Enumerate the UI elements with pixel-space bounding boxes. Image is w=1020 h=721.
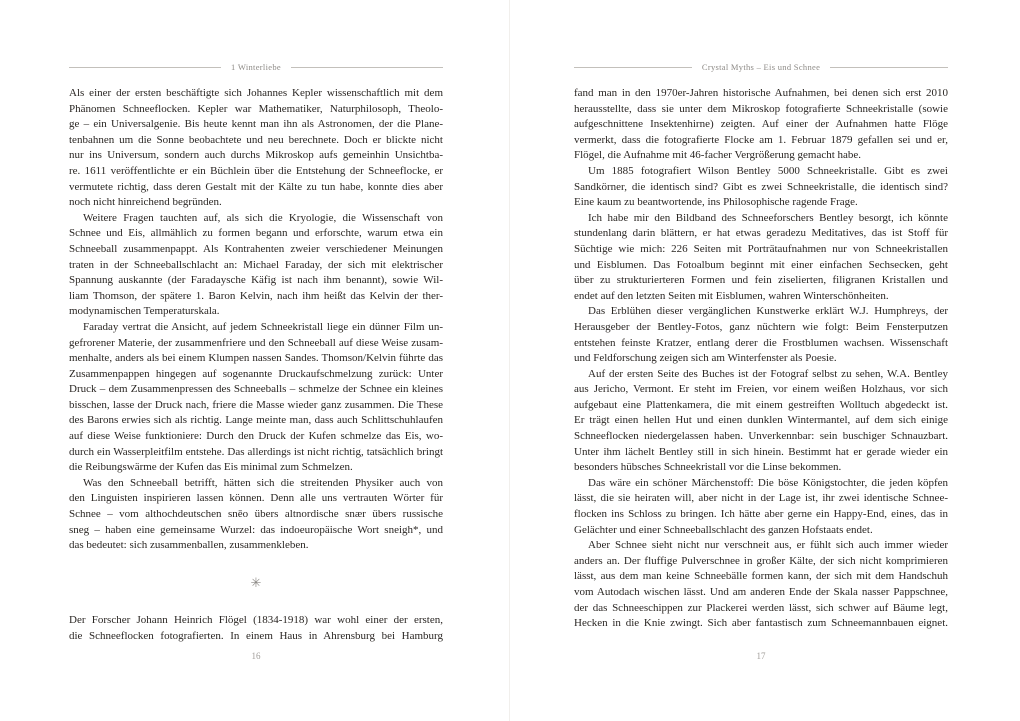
running-head-rule [291,67,443,68]
text-line: Der Forscher Johann Heinrich Flögel (1834-1918) war wohl einer der ersten, [69,614,443,626]
text-line: besonders hübsches Schneekristall vor die Linse bekommen. [574,461,842,474]
text-line: herausstellte, dass sie unter dem Mikroskop fotografierte Schneekristalle (sowie [574,102,948,115]
text-line: Druck – dem Zusammenpressen des Schneeballs – schmelze der Schnee ein kleines [69,383,443,396]
text-line: endet auf den letzten Seiten mit Eisblumen, wahren Winterschönheiten. [574,289,889,302]
section-spacer [69,597,443,613]
text-line: die Reibungswärme der Kufen das Eis minimal zum Schmelzen. [69,461,353,474]
text-line: Gelächter und einer Schneeballschlacht des ganzen Hofstaats endet. [574,523,873,536]
text-line: die Schneeflocken fotografierten. In einem Haus in Ahrensburg bei Hamburg [69,629,443,642]
text-line: Herausgeber der Bentley-Fotos, ganz nüchtern wie folgt: Beim Fensterputzen [574,320,948,333]
text-line: Zusammenpappen hingegen auf sogenannte Druckaufschmelzung zurück: Unter [69,367,443,380]
text-line: Als einer der ersten beschäftigte sich Johannes Kepler wissenschaftlich mit dem [69,87,443,99]
text-line: lässt, die sie heiraten will, aber nicht in der Lage ist, ihr zwei identische Schnee- [574,492,948,505]
text-line: Faraday vertrat die Ansicht, auf jedem Schneekristall liege ein dünner Film un- [83,320,443,333]
text-line: stundenlang darin blättern, er hat etwas geradezu Meditatives, das ist Stoff für [574,227,948,240]
text-line: Das wäre ein schöner Märchenstoff: Die böse Königstochter, die jeden köpfen [588,476,948,489]
running-head-right [574,61,948,73]
text-line: Eine kaum zu beantwortende, ins Philosophische ragende Frage. [574,196,858,209]
right-page [510,0,1020,721]
text-line: tenbahnen um die Sonne beobachtete und neu berechnete. Doch er blickte nicht [69,133,443,146]
text-line: aufgebaut eine Plattenkamera, die mit einem gestreiften Wolltuch abgedeckt ist. [574,398,948,411]
text-line: Flögel, die Aufnahme mit 46-facher Vergrößerung gemacht habe. [574,149,862,162]
text-line: flocken ins Schloss zu bringen. Ich hätte aber gerne ein Happy-End, eines, das in [574,508,948,521]
text-line: Schnee und Eis, allmählich zu formen begann und erforschte, warum etwa ein [69,227,443,240]
text-line: menhalte, anders als bei einem Klumpen nassen Sandes. Thomson/Kelvin führte das [69,352,443,365]
text-line: und Eisblumen. Das Fotoalbum beginnt mit einer einfachen Sechsecken, geht [574,258,948,271]
text-line: das bedeutet: sich zusammenballen, zusammenkleben. [69,539,309,552]
text-line: aufgeschnittene Insektenhirne) zeigten. Auf einer der Aufnahmen hatte Flöge [574,118,948,131]
text-line: Ich habe mir den Bildband des Schneeforschers Bentley besorgt, ich könnte [588,211,948,224]
text-line: gefrorener Materie, der zusammenfriere und den Schneeball auf diese Weise zusam- [69,336,443,349]
running-head-rule [69,67,221,68]
text-line: modynamischen Temperaturskala. [69,305,220,318]
text-line: sneg – haben eine gemeinsame Wurzel: das indoeuropäische Wort sneigh*, und [69,523,443,536]
text-line: entstehen feinste Kratzer, entlang derer die Frostblumen wachsen. Wissenschaft [574,336,948,349]
text-line: Um 1885 fotografiert Wilson Bentley 5000 Schneekristalle. Gibt es zwei [588,164,948,177]
text-line: Unter ihm lächelt Bentley still in sich hinein. Bestimmt hat er gerade wieder ein [574,445,948,458]
text-line: lässt, aus dem man keine Schneebälle formen kann, der sich mit dem Handschuh [574,570,948,583]
left-body-text [69,86,443,644]
text-line: durch ein Wasserpleitfilm entstehe. Das allerdings ist nicht richtig, tatsächlich bringt [69,445,443,458]
text-line: Schneeflocken niedergelassen haben. Unverkennbar: sein buschiger Schnauzbart. [574,430,948,443]
running-head-title: 1 Winterliebe [231,62,281,72]
text-line: noch nicht hinreichend begründen. [69,196,222,209]
section-break-ornament: ✳ [250,575,262,591]
text-line: aus Jericho, Vermont. Er steht im Freien, vor einem weißen Holzhaus, vor sich [574,383,948,396]
running-head-rule [574,67,692,68]
text-line: den Linguisten inspirieren lassen können. Denn alle uns vertrauten Wörter für [69,492,443,505]
section-spacer [69,554,443,570]
text-line: Schneeball zusammenpappt. Als Kontrahenten zweier verschiedener Meinungen [69,242,443,255]
text-line: Phänomen Schneeflocken. Kepler war Mathematiker, Naturphilosoph, Theolo- [69,102,443,115]
text-line: der das Schneeschippen zur Plackerei werden lässt, sich schwer auf Bäume legt, [574,601,948,614]
text-line: anders an. Der fluffige Pulverschnee in großer Kälte, der sich nicht komprimieren [574,554,948,567]
text-line: und Feldforschung zeigen sich am Winterfenster als Poesie. [574,352,837,365]
text-line: vermerkt, dass die fotografierte Flocke am 1. Februar 1879 gefallen sei und er, [574,133,948,146]
text-line: Auf der ersten Seite des Buches ist der Fotograf selbst zu sehen, W.A. Bentley [588,367,948,380]
text-line: fand man in den 1970er-Jahren historische Aufnahmen, bei denen sich erst 2010 [574,87,948,99]
text-line: vom Autodach wischen lässt. Und am anderen Ende der Skala nasser Pappschnee, [574,586,948,598]
running-head-rule [830,67,948,68]
text-line: Weitere Fragen tauchten auf, als sich die Kryologie, die Wissenschaft von [83,211,443,224]
text-line: nur ins Universum, sondern auch durchs Mikroskop aufs gemeinhin Unsichtba- [69,149,443,162]
text-line: über zu strukturierteren Formen und fein ziselierten, filigranen Kristallen und [574,274,948,287]
text-line: auf diese Weise funktioniere: Durch den Druck der Kufen schmelze das Eis, wo- [69,430,443,443]
text-line: vermutete richtig, dass deren Gestalt mit der Kälte zu tun habe, konnte dies aber [69,180,443,193]
text-line: Süchtige wie mich: 226 Seiten mit Porträtaufnahmen nur von Schneekristallen [574,242,948,255]
text-line: Aber Schnee sieht nicht nur verschneit aus, er fühlt sich auch immer wieder [588,539,948,552]
running-head-left [69,61,443,73]
text-line: liam Thomson, der spätere 1. Baron Kelvin, nach ihm heißt das Kelvin der ther- [69,289,443,302]
text-line: Spannung auskannte (der Faradaysche Käfig ist nach ihm benannt), sowie Wil- [69,274,443,287]
text-line: des Barons erwies sich als richtig. Lange meinte man, dass auch Schlittschuhlaufen [69,414,443,427]
text-line: Das Erblühen dieser vergänglichen Kunstwerke erklärt W.J. Humphreys, der [588,305,948,318]
text-line: re. 1611 veröffentlichte er ein Büchlein über die Entstehung der Schneeflocke, er [69,164,443,177]
page-number-left: 16 [251,651,261,661]
text-line: ge – ein Universalgenie. Bis heute kennt man ihn als Astronomen, der die Plane- [69,118,443,131]
running-head-title: Crystal Myths – Eis und Schnee [701,62,821,72]
text-line: traten in der Schneeballschlacht an: Michael Faraday, der sich mit elektrischer [69,258,443,271]
text-line: Er trägt einen hellen Hut und einen dunklen Wintermantel, auf dem sich einige [574,414,948,427]
text-line: Hecken in die Knie zwingt. Sich aber fantastisch zum Schneemannbauen eignet. [574,617,948,630]
text-line: Schnee – vom althochdeutschen snēo übers altnordische snær übers russische [69,508,443,521]
text-line: Was den Schneeball betrifft, hätten sich die streitenden Physiker auch von [83,476,443,489]
page-number-right: 17 [756,651,766,661]
text-line: bisschen, lasse der Druck nach, friere die Masse wieder ganz zusammen. Die These [69,398,443,411]
text-line: Sandkörner, die identisch sind? Gibt es zwei Schneekristalle, die identisch sind? [574,180,948,193]
right-body-text [574,86,948,632]
